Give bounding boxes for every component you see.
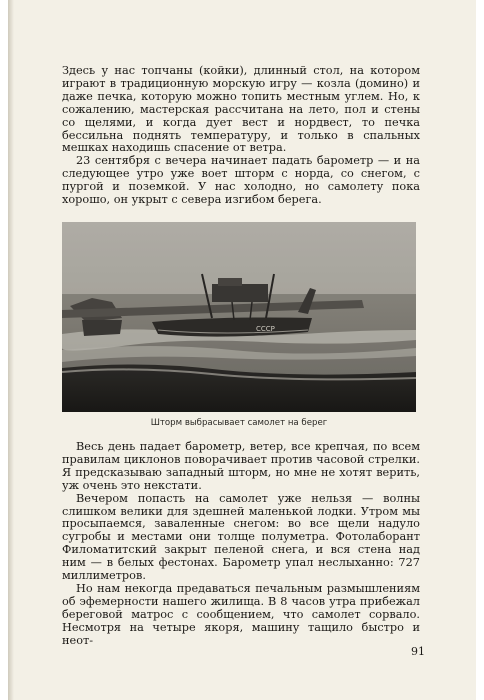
page-number: 91 [411, 645, 425, 658]
seaplane-storm-photo [62, 222, 416, 412]
text-block-top [62, 65, 420, 207]
text-block-bottom [62, 441, 420, 648]
book-page [8, 0, 476, 700]
paragraph: Здесь у нас топчаны (койки), длинный стол, на котором играют в традиционную морскую игру — козла (домино) и даже печка, которую можно топить местным углем. Но, к сожалению, мастерская рассчитана на лето, пол и стены со щелями, и когда дует вест и нордвест, то печка бессильна поднять температуру, и только в спальных мешках находишь спасение от ветра. [62, 64, 420, 155]
photo-caption: Шторм выбрасывает самолет на берег [150, 418, 328, 428]
paragraph: 23 сентября с вечера начинает падать барометр — и на следующее утро уже воет шторм с норда, со снегом, с пургой и поземкой. У нас холодно, но самолету пока хорошо, он укрыт с севера изгибом берега. [62, 154, 420, 207]
paragraph: Весь день падает барометр, ветер, все крепчая, по всем правилам циклонов поворачивает против часовой стрелки. Я предсказываю западный шторм, но мне не хотят верить, уж очень это некстати. [62, 440, 420, 492]
paragraph: Вечером попасть на самолет уже нельзя — волны слишком велики для здешней маленькой лодки. Утром мы просыпаемся, заваленные снегом: во все щели надуло сугробы и местами они толще полуметра. Фотолаборант Филоматитский закрыт пеленой снега, и вся стена над ним — в белых фестонах. Барометр упал неслыханно: 727 миллиметров. [62, 491, 420, 583]
hull-marking: СССР [256, 325, 275, 333]
paragraph: Но нам некогда предаваться печальным размышлениям об эфемерности нашего жилища. В 8 часов утра прибежал береговой матрос с сообщением, что самолет сорвало. Несмотря на четыре якоря, машину тащило быстро и неот- [62, 581, 420, 647]
photo-illustration [62, 222, 416, 412]
